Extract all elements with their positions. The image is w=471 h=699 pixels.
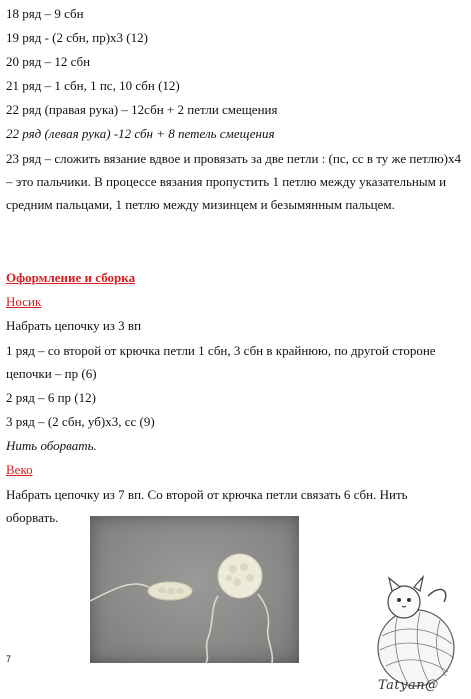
row-20: 20 ряд – 12 сбн: [6, 54, 91, 69]
nose-heading: Носик: [6, 294, 42, 309]
nose-row-2: 2 ряд – 6 пр (12): [6, 390, 96, 405]
crochet-photo: [90, 516, 299, 663]
row-23: 23 ряд – сложить вязание вдвое и провязать за две петли : (пс, сс в ту же петлю)х4 – это пальчики. В процессе вязания пропустить 1 петлю между указательным и средним пальцами, 1 петлю между мизинцем и безымянным пальцем.: [6, 151, 461, 212]
row-22-right-hand: 22 ряд (правая рука) – 12сбн + 2 петли смещения: [6, 102, 278, 117]
page-number: 7: [6, 654, 12, 664]
eyelid-text: Набрать цепочку из 7 вп. Со второй от крючка петли связать 6 сбн. Нить оборвать.: [6, 487, 408, 525]
nose-chain: Набрать цепочку из 3 вп: [6, 318, 142, 333]
row-22-left-hand: 22 ряд (левая рука) -12 сбн + 8 петель смещения: [6, 126, 275, 141]
nose-cut-thread: Нить оборвать.: [6, 438, 97, 453]
watermark-text: Tatyan@: [378, 678, 439, 693]
row-21: 21 ряд – 1 сбн, 1 пс, 10 сбн (12): [6, 78, 180, 93]
crochet-eyelid-ball: [218, 554, 262, 598]
eyelid-heading: Веко: [6, 462, 33, 477]
nose-row-1: 1 ряд – со второй от крючка петли 1 сбн, 3 сбн в крайнюю, по другой стороне цепочки – пр (6): [6, 343, 436, 381]
row-19: 19 ряд - (2 сбн, пр)х3 (12): [6, 30, 148, 45]
row-18: 18 ряд – 9 сбн: [6, 6, 84, 21]
nose-row-3: 3 ряд – (2 сбн, уб)х3, сс (9): [6, 414, 155, 429]
assembly-heading: Оформление и сборка: [6, 270, 136, 285]
crochet-nose-piece: [148, 582, 192, 600]
crochet-pieces-illustration: [90, 516, 299, 663]
